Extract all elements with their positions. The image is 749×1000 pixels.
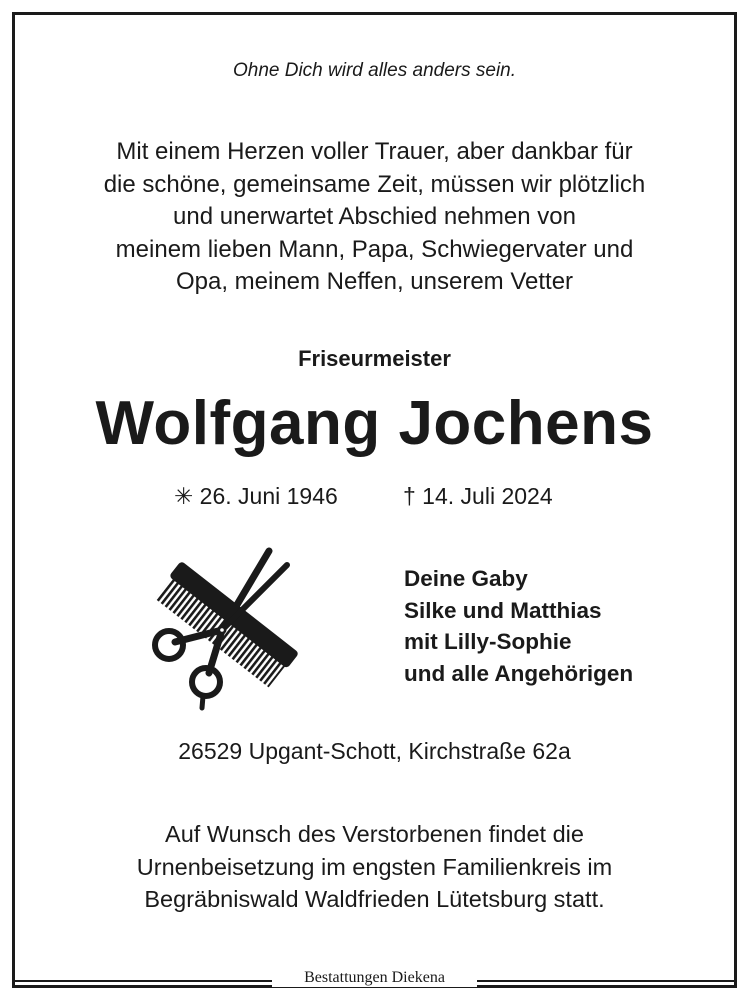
mourners-list — [404, 563, 633, 689]
closing-line: Urnenbeisetzung im engsten Familienkreis im — [136, 853, 613, 880]
mourner-line: Silke und Matthias — [404, 597, 602, 623]
intro-line: und unerwartet Abschied nehmen von — [173, 203, 576, 230]
deceased-title: Friseurmeister — [298, 346, 451, 371]
address: 26529 Upgant-Schott, Kirchstraße 62a — [178, 738, 571, 764]
funeral-home: Bestattungen Diekena — [272, 969, 477, 987]
birth-date: ✳ 26. Juni 1946 — [174, 483, 338, 509]
closing-line: Begräbniswald Waldfrieden Lütetsburg statt. — [144, 886, 605, 912]
mourner-line: Deine Gaby — [404, 566, 528, 591]
death-date: † 14. Juli 2024 — [403, 483, 553, 509]
intro-line: Opa, meinem Neffen, unserem Vetter — [175, 268, 574, 295]
closing-text — [0, 818, 749, 916]
deceased-name: Wolfgang Jochens — [95, 389, 654, 458]
footer-divider-right — [477, 980, 734, 982]
footer-divider-left — [15, 980, 272, 982]
mourner-line: mit Lilly-Sophie — [404, 629, 572, 654]
intro-line: Mit einem Herzen voller Trauer, aber dankbar für — [116, 138, 633, 165]
intro-line: meinem lieben Mann, Papa, Schwiegervater und — [115, 235, 634, 263]
mourner-line: und alle Angehörigen — [404, 660, 634, 686]
intro-text — [0, 136, 749, 299]
closing-line: Auf Wunsch des Verstorbenen findet die — [165, 821, 584, 847]
comb-and-scissors-icon — [145, 545, 310, 715]
intro-line: die schöne, gemeinsame Zeit, müssen wir plötzlich — [103, 170, 646, 198]
motto: Ohne Dich wird alles anders sein. — [232, 60, 517, 81]
